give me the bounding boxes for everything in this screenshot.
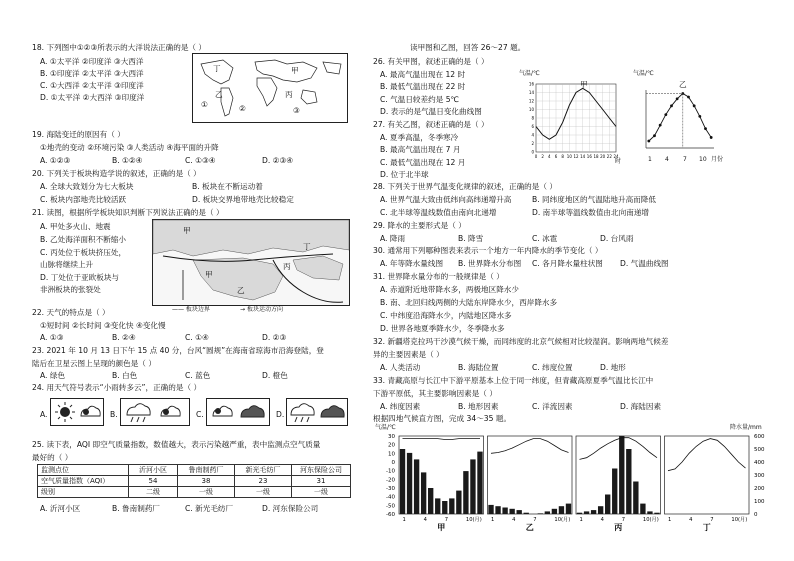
climate-precip-bar bbox=[502, 508, 507, 515]
climate-panel-name: 乙 bbox=[525, 523, 534, 532]
climate-month-tick: 1 bbox=[402, 517, 406, 523]
climate-panel-frame bbox=[576, 436, 661, 514]
q30-opt-b: B. 世界降水分布图 bbox=[458, 259, 522, 268]
q23-opt-b: B. 白色 bbox=[112, 371, 138, 380]
climate-precip-bar bbox=[495, 506, 500, 514]
legend-boundary: —— 板块边界 bbox=[172, 306, 210, 313]
yi-xlabel: 月份 bbox=[711, 156, 724, 163]
q18-opt-c: C. ①大西洋 ②太平洋 ③印度洋 bbox=[40, 81, 144, 90]
climate-panel-name: 丁 bbox=[702, 523, 711, 532]
plate-label-jia: 甲 bbox=[205, 270, 213, 279]
q25-opt-d: D. 河东保险公司 bbox=[262, 504, 319, 513]
q25-line2: 最好的（ ） bbox=[32, 453, 73, 462]
q30-opt-c: C. 各月降水量柱状图 bbox=[532, 259, 603, 268]
climate-precip-bar bbox=[605, 495, 610, 515]
q32-opt-a: A. 人类活动 bbox=[380, 363, 421, 372]
map-label-3: ③ bbox=[293, 106, 300, 115]
q30-opt-a: A. 年等降水量线图 bbox=[380, 259, 444, 268]
plate-label-yi: 乙 bbox=[237, 286, 245, 295]
world-map bbox=[192, 53, 348, 123]
jia-ylabel: 气温/℃ bbox=[519, 70, 540, 77]
chart-jia-xtick: 4 bbox=[548, 154, 551, 159]
climate-temp-line bbox=[491, 439, 569, 454]
climate-right-tick: 200 bbox=[754, 486, 765, 492]
chart-yi-point bbox=[647, 140, 650, 143]
climate-left-tick: 20 bbox=[388, 442, 395, 449]
q21-opt-a: A. 甲处多火山、地震 bbox=[40, 222, 111, 231]
q22-opt-a: A. ①③ bbox=[40, 333, 64, 342]
q32-opt-c: C. 纬度位置 bbox=[532, 363, 573, 372]
climate-right-tick: 400 bbox=[754, 460, 765, 466]
q20-opt-d: D. 板块交界地带地壳比较稳定 bbox=[192, 195, 294, 204]
climate-precip-bar bbox=[577, 513, 582, 514]
climate-month-tick: 4 bbox=[600, 517, 604, 523]
q20-opt-c: C. 板块内部地壳比较活跃 bbox=[40, 195, 127, 204]
q33-opt-a: A. 纬度因素 bbox=[380, 402, 421, 411]
q20-opt-a: A. 全球大致划分为七大板块 bbox=[40, 182, 134, 191]
table-row: 监测点位 沂河小区 鲁南制药厂 新光毛纺厂 河东保险公司 bbox=[38, 465, 351, 476]
q19-opt-c: C. ①③④ bbox=[185, 156, 216, 165]
q19-opt-d: D. ②③④ bbox=[262, 156, 294, 165]
q33-line1: 33. 青藏高原与长江中下游平原基本上位于同一纬度，但青藏高原夏季气温比长江中 bbox=[373, 376, 654, 385]
table-row: 空气质量指数（AQI） 54 38 23 31 bbox=[38, 476, 351, 487]
yi-xtick-4: 4 bbox=[665, 156, 669, 163]
plate-label-bing: 丙 bbox=[283, 262, 291, 271]
climate-precip-bar bbox=[421, 472, 426, 514]
chart-yi bbox=[642, 86, 718, 152]
q21-opt-b: B. 乙处海洋面积不断缩小 bbox=[40, 235, 126, 244]
chart-jia-ytick: 0 bbox=[531, 149, 534, 155]
climate-right-tick: 500 bbox=[754, 447, 765, 453]
q20-stem: 20. 下列关于板块构造学说的叙述，正确的是（ ） bbox=[32, 169, 201, 178]
climate-precip-bar bbox=[612, 469, 617, 515]
q18-stem: 18. 下列图中①②③所表示的大洋说法正确的是（ ） bbox=[32, 43, 207, 52]
climate-precip-bar bbox=[566, 504, 571, 514]
map-label-2: ② bbox=[239, 104, 246, 113]
climate-precip-bar bbox=[470, 459, 475, 514]
q22-opt-c: C. ①④ bbox=[185, 333, 209, 342]
q32-line2: 异的主要因素是（ ） bbox=[373, 350, 444, 359]
q31-opt-c: C. 中纬度沿海降水少，内陆地区降水多 bbox=[380, 311, 512, 320]
q29-opt-b: B. 降雪 bbox=[458, 234, 484, 243]
climate-precip-bar bbox=[488, 505, 493, 514]
climate-precip-bar bbox=[640, 504, 645, 514]
q21-opt-c: C. 丙处位于板块挤压处， bbox=[40, 248, 127, 257]
climate-precip-bar bbox=[626, 449, 631, 514]
climate-left-tick: -60 bbox=[386, 512, 395, 518]
q33-opt-b: B. 地形因素 bbox=[458, 402, 499, 411]
chart-jia-xtick: 20 bbox=[600, 154, 606, 159]
chart-yi-point bbox=[710, 136, 713, 139]
q22-opt-d: D. ②③ bbox=[262, 333, 287, 342]
q24-opt-c: C. bbox=[196, 410, 204, 419]
chart-jia-xtick: 24 bbox=[613, 154, 619, 159]
climate-precip-bar bbox=[435, 498, 440, 514]
climate-month-tick: 1 bbox=[579, 517, 583, 523]
climate-panel-frame bbox=[665, 436, 750, 514]
climate-precip-bar bbox=[524, 513, 529, 514]
jia-xlabel: 时 bbox=[615, 158, 622, 165]
q23-line2: 陆后在卫星云图上呈现的颜色是（ ） bbox=[32, 359, 156, 368]
intro-34-35: 根据四地气候直方图，完成 34～35 题。 bbox=[373, 414, 512, 423]
climate-month-tick: 7 bbox=[444, 517, 449, 523]
q19-items: ①地壳的变动 ②环境污染 ③人类活动 ④海平面的升降 bbox=[40, 143, 219, 152]
map-label-ding: 丁 bbox=[213, 64, 221, 73]
q26-opt-d: D. 表示的是气温日变化曲线图 bbox=[380, 107, 482, 116]
q22-opt-b: B. ②④ bbox=[112, 333, 136, 342]
table-row: 级别 二级 一级 一级 一级 bbox=[38, 487, 351, 498]
climate-precip-bar bbox=[477, 452, 482, 514]
q33-opt-d: D. 海陆因素 bbox=[620, 402, 662, 411]
q28-opt-a: A. 世界气温大致由低纬向高纬递增升高 bbox=[380, 195, 512, 204]
chart-jia-ytick: 8 bbox=[531, 115, 534, 121]
chart-jia-ytick: 2 bbox=[531, 141, 534, 146]
climate-precip-bar bbox=[407, 453, 412, 514]
yi-ylabel: 气温/℃ bbox=[633, 70, 654, 77]
climate-precip-bar bbox=[400, 449, 405, 514]
q21-stem: 21. 读图，根据所学板块知识判断下列说法正确的是（ ） bbox=[32, 208, 224, 217]
weather-symbol-d bbox=[286, 398, 348, 426]
chart-jia-ytick: 6 bbox=[531, 124, 534, 129]
chart-yi-point bbox=[698, 115, 701, 118]
plate-map bbox=[152, 219, 350, 306]
chart-jia-xtick: 12 bbox=[573, 154, 579, 159]
q31-opt-b: B. 南、北回归线两侧的大陆东岸降水少，西岸降水多 bbox=[380, 298, 558, 307]
chart-jia-xtick: 22 bbox=[606, 154, 612, 159]
q29-opt-a: A. 降雨 bbox=[380, 234, 406, 243]
climate-right-axis-title: 降水量/mm bbox=[730, 424, 762, 431]
chart-jia-xtick: 10 bbox=[566, 154, 572, 159]
climate-precip-bar bbox=[584, 511, 589, 514]
q20-opt-b: B. 板块在不断运动着 bbox=[192, 182, 263, 191]
chart-yi-point bbox=[653, 134, 656, 137]
q24-opt-a: A. bbox=[40, 410, 48, 419]
chart-jia-xtick: 0 bbox=[534, 154, 538, 159]
map-label-1: ① bbox=[201, 100, 208, 109]
q33-opt-c: C. 洋流因素 bbox=[532, 402, 573, 411]
climate-temp-line bbox=[580, 438, 658, 460]
weather-symbol-b bbox=[120, 398, 190, 426]
climate-precip-bar bbox=[598, 506, 603, 514]
climate-month-tick: 4 bbox=[512, 517, 516, 523]
q27-opt-b: B. 最高气温出现在 7 月 bbox=[380, 145, 461, 154]
q32-line1: 32. 新疆塔克拉玛干沙漠气候干燥，而同纬度的北京气候相对比较湿润。影响两地气候差 bbox=[373, 337, 669, 346]
climate-temp-line bbox=[668, 439, 746, 471]
climate-month-tick: 10(月) bbox=[642, 517, 659, 523]
chart-yi-line bbox=[649, 94, 711, 142]
q18-opt-b: B. ①印度洋 ②太平洋 ③大西洋 bbox=[40, 69, 144, 78]
chart-yi-point bbox=[659, 124, 662, 127]
climate-precip-bar bbox=[552, 509, 557, 514]
climate-precip-bar bbox=[647, 511, 652, 514]
chart-yi-point bbox=[676, 97, 679, 100]
q24-stem: 24. 用天气符号表示“小雨转多云”，正确的是（ ） bbox=[32, 383, 202, 392]
q24-opt-d: D. bbox=[276, 410, 285, 419]
plate-label-jia2: 甲 bbox=[183, 226, 191, 235]
q29-opt-d: D. 台风雨 bbox=[600, 234, 634, 243]
climate-temp-line bbox=[403, 439, 481, 440]
climate-histograms bbox=[375, 432, 770, 532]
climate-month-tick: 10(月) bbox=[731, 517, 748, 523]
map-label-jia: 甲 bbox=[291, 66, 299, 75]
q26-opt-a: A. 最高气温出现在 12 时 bbox=[380, 70, 466, 79]
climate-left-tick: -30 bbox=[386, 486, 395, 492]
yi-xtick-7: 7 bbox=[683, 156, 687, 163]
climate-left-tick: -10 bbox=[386, 468, 395, 475]
q29-stem: 29. 降水的主要形式是（ ） bbox=[373, 221, 466, 230]
climate-left-tick: -40 bbox=[386, 494, 395, 501]
q23-opt-d: D. 橙色 bbox=[262, 371, 288, 380]
q21-opt-c2: 山脉将继续上升 bbox=[40, 260, 94, 269]
climate-left-tick: -50 bbox=[386, 503, 395, 510]
q22-items: ①短时间 ②长时间 ③变化快 ④变化慢 bbox=[40, 321, 166, 330]
q28-opt-c: C. 北半球等温线数值由南向北递增 bbox=[380, 208, 497, 217]
climate-precip-bar bbox=[654, 513, 659, 514]
climate-month-tick: 10(月) bbox=[465, 517, 482, 523]
q18-opt-d: D. ①太平洋 ②大西洋 ③印度洋 bbox=[40, 93, 145, 102]
q27-opt-d: D. 位于北半球 bbox=[380, 170, 429, 179]
chart-yi-point bbox=[687, 96, 690, 99]
q19-opt-b: B. ①②④ bbox=[112, 156, 143, 165]
q30-stem: 30. 通常用下列哪种图表来表示一个地方一年内降水的季节变化（ ） bbox=[373, 246, 603, 255]
climate-right-tick: 100 bbox=[754, 499, 765, 505]
q25-opt-b: B. 鲁南制药厂 bbox=[112, 504, 161, 513]
climate-month-tick: 4 bbox=[423, 517, 427, 523]
q23-line1: 23. 2021 年 10 月 13 日下午 15 点 40 分，台风“圆规”在海南省琼海市沿海登陆，登 bbox=[32, 346, 324, 355]
aqi-table bbox=[37, 464, 351, 498]
climate-month-tick: 1 bbox=[491, 517, 495, 523]
q31-stem: 31. 世界降水量分布的一般规律是（ ） bbox=[373, 272, 504, 281]
climate-precip-bar bbox=[509, 509, 514, 514]
climate-month-tick: 10(月) bbox=[554, 517, 571, 523]
chart-yi-point bbox=[664, 113, 667, 116]
chart-jia-xtick: 6 bbox=[554, 154, 558, 159]
q28-opt-b: B. 同纬度地区的气温陆地升高而降低 bbox=[532, 195, 656, 204]
q28-opt-d: D. 南半球等温线数值由北向南递增 bbox=[532, 208, 649, 217]
chart-yi-point bbox=[670, 104, 673, 107]
chart-jia-ytick: 4 bbox=[531, 132, 534, 138]
chart-jia-xtick: 8 bbox=[561, 154, 564, 159]
q30-opt-d: D. 气温曲线图 bbox=[620, 259, 669, 268]
climate-precip-bar bbox=[449, 498, 454, 514]
climate-month-tick: 1 bbox=[668, 517, 672, 523]
legend-motion: → 板块运动方向 bbox=[240, 306, 283, 313]
climate-precip-bar bbox=[538, 513, 543, 514]
climate-month-tick: 7 bbox=[621, 517, 626, 523]
weather-symbol-c bbox=[206, 398, 270, 426]
jia-title: 甲 bbox=[580, 80, 588, 89]
q33-line2: 下游平原低，其主要影响因素是（ ） bbox=[373, 389, 497, 398]
climate-month-tick: 4 bbox=[689, 517, 693, 523]
chart-jia-xtick: 2 bbox=[541, 154, 544, 159]
q31-opt-d: D. 世界各地夏季降水少，冬季降水多 bbox=[380, 324, 505, 333]
q21-opt-d: D. 丁处位于亚欧板块与 bbox=[40, 273, 120, 282]
climate-precip-bar bbox=[559, 506, 564, 514]
q27-opt-a: A. 夏季高温，冬季寒冷 bbox=[380, 133, 459, 142]
yi-xtick-1: 1 bbox=[648, 156, 652, 163]
climate-left-tick: -20 bbox=[386, 477, 395, 484]
chart-jia-ytick: 14 bbox=[528, 90, 534, 95]
q22-stem: 22. 天气的特点是（ ） bbox=[32, 308, 110, 317]
q32-opt-d: D. 地形 bbox=[600, 363, 626, 372]
climate-precip-bar bbox=[545, 511, 550, 514]
climate-right-tick: 600 bbox=[754, 434, 765, 440]
climate-precip-bar bbox=[591, 510, 596, 514]
climate-right-tick: 300 bbox=[754, 473, 765, 479]
climate-left-tick: 0 bbox=[391, 460, 395, 466]
climate-month-tick: 7 bbox=[710, 517, 714, 523]
chart-yi-point bbox=[693, 104, 696, 107]
climate-left-axis-title: 气温/℃ bbox=[375, 424, 396, 431]
map-label-bing: 丙 bbox=[285, 90, 293, 99]
climate-panel-name: 甲 bbox=[437, 523, 446, 532]
climate-precip-bar bbox=[619, 436, 624, 514]
q25-line1: 25. 读下表，AQI 即空气质量指数，数值越大，表示污染越严重，表中监测点空气质量 bbox=[32, 440, 321, 449]
climate-month-tick: 7 bbox=[533, 517, 537, 523]
climate-precip-bar bbox=[456, 491, 461, 514]
chart-jia-ytick: 12 bbox=[528, 98, 534, 104]
yi-xtick-10: 10 bbox=[699, 156, 707, 163]
chart-jia-xtick: 18 bbox=[593, 154, 599, 159]
chart-jia bbox=[528, 78, 620, 160]
q26-opt-c: C. 气温日较差约是 5℃ bbox=[380, 95, 460, 104]
climate-precip-bar bbox=[414, 459, 419, 514]
q18-opt-a: A. ①太平洋 ②印度洋 ③大西洋 bbox=[40, 57, 144, 66]
q21-opt-d2: 非洲板块的张裂处 bbox=[40, 285, 101, 294]
chart-jia-ytick: 10 bbox=[528, 107, 534, 112]
climate-precip-bar bbox=[442, 501, 447, 514]
climate-precip-bar bbox=[633, 482, 638, 515]
q23-opt-c: C. 蓝色 bbox=[185, 371, 211, 380]
chart-jia-ytick: 16 bbox=[528, 81, 534, 87]
q24-opt-b: B. bbox=[110, 410, 118, 419]
climate-panel-frame bbox=[488, 436, 573, 514]
q23-opt-a: A. 绿色 bbox=[40, 371, 66, 380]
chart-jia-xtick: 16 bbox=[586, 154, 592, 159]
climate-left-tick: 30 bbox=[388, 434, 395, 440]
q26-stem: 26. 有关甲图，叙述正确的是（ ） bbox=[373, 57, 489, 66]
climate-panel-name: 丙 bbox=[614, 523, 623, 532]
weather-symbol-a bbox=[50, 398, 104, 426]
q26-opt-b: B. 最低气温出现在 22 时 bbox=[380, 82, 466, 91]
q25-opt-c: C. 新光毛纺厂 bbox=[185, 504, 234, 513]
climate-precip-bar bbox=[428, 488, 433, 514]
chart-yi-point bbox=[704, 127, 707, 130]
plate-label-ding: 丁 bbox=[303, 242, 311, 251]
intro-26-27: 读甲图和乙图，回答 26～27 题。 bbox=[410, 43, 526, 52]
chart-jia-xtick: 14 bbox=[580, 154, 586, 159]
climate-right-tick: 0 bbox=[754, 512, 758, 518]
map-label-yi: 乙 bbox=[215, 90, 223, 99]
q19-stem: 19. 海陆变迁的原因有（ ） bbox=[32, 130, 125, 139]
q28-stem: 28. 下列关于世界气温变化规律的叙述，正确的是（ ） bbox=[373, 182, 557, 191]
q31-opt-a: A. 赤道附近地带降水多，两极地区降水少 bbox=[380, 285, 519, 294]
climate-precip-bar bbox=[517, 510, 522, 514]
climate-left-tick: 10 bbox=[388, 451, 395, 458]
q32-opt-b: B. 海陆位置 bbox=[458, 363, 499, 372]
yi-title: 乙 bbox=[679, 80, 687, 89]
q25-opt-a: A. 沂河小区 bbox=[40, 504, 81, 513]
q27-opt-c: C. 最低气温出现在 12 月 bbox=[380, 158, 466, 167]
q27-stem: 27. 有关乙图，叙述正确的是（ ） bbox=[373, 120, 489, 129]
climate-precip-bar bbox=[463, 471, 468, 514]
q19-opt-a: A. ①②③ bbox=[40, 156, 71, 165]
q29-opt-c: C. 冰雹 bbox=[532, 234, 558, 243]
